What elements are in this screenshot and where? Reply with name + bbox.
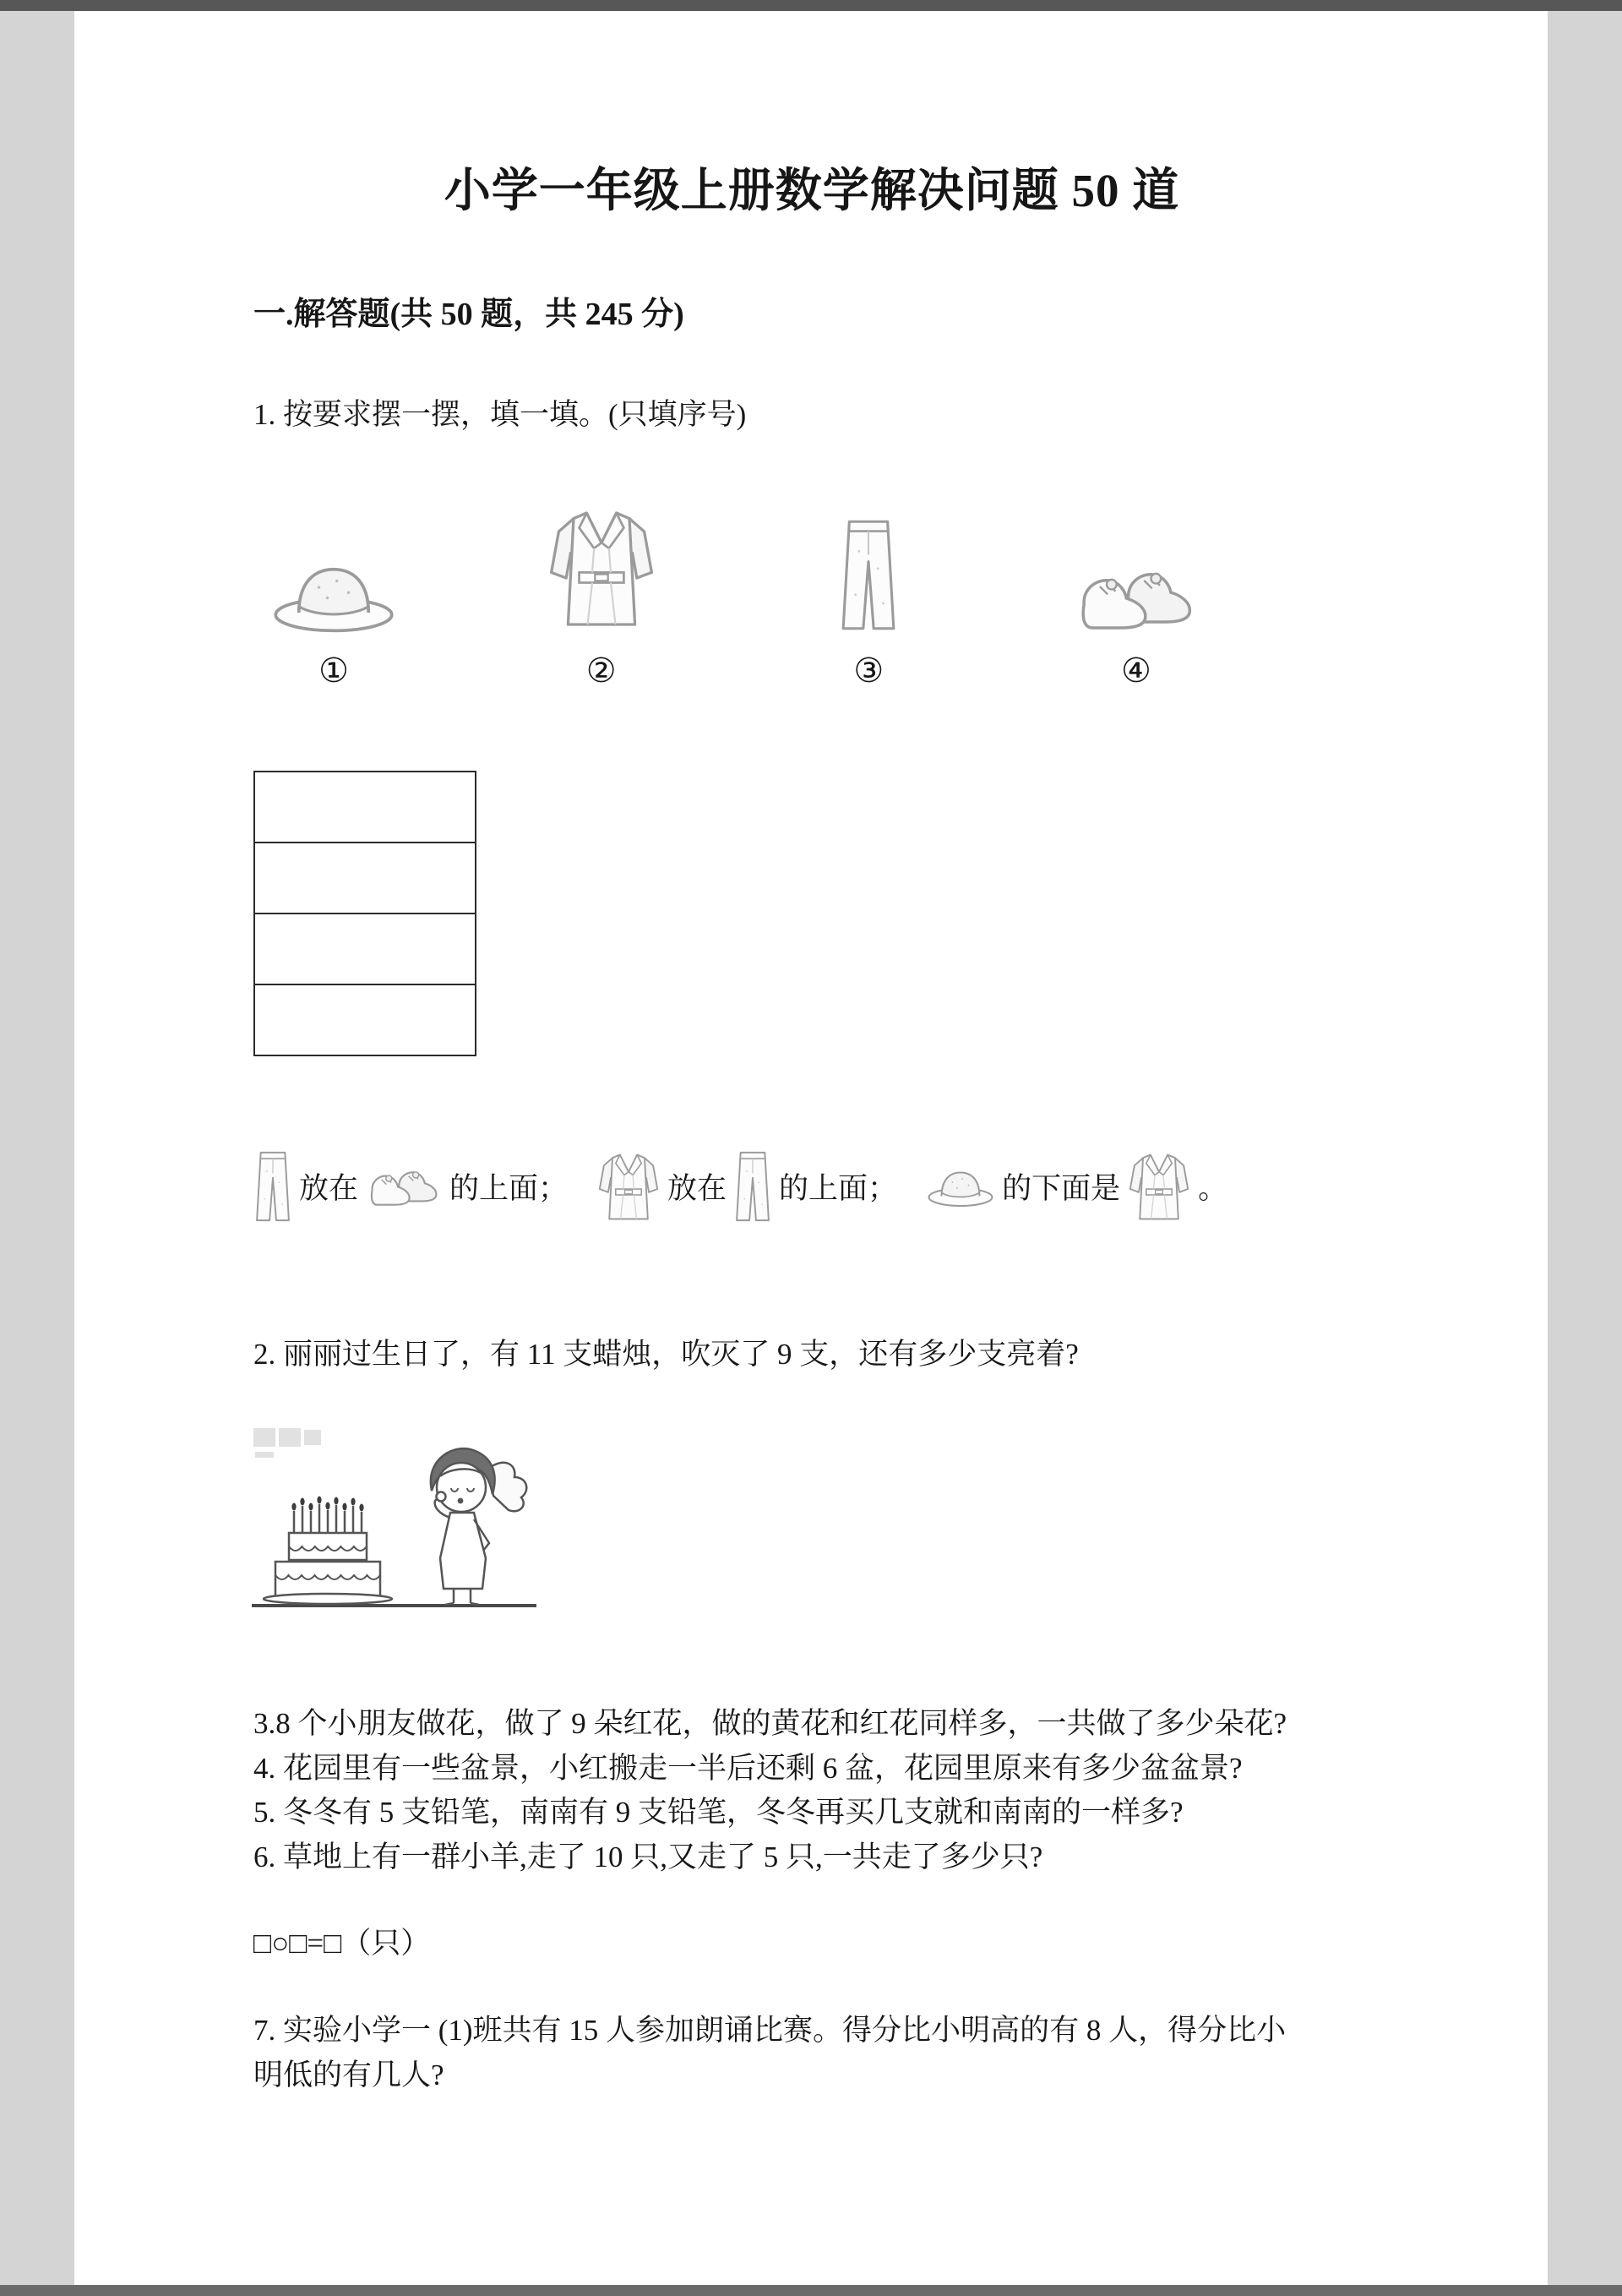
question-7-text: 7. 实验小学一 (1)班共有 15 人参加朗诵比赛。得分比小明高的有 8 人，得分比小明低的有几人? [253,2014,1287,2091]
hat-icon [926,1166,995,1208]
answer-cell [254,984,476,1055]
answer-cell [254,772,476,843]
shoes-icon [1072,563,1200,634]
pants-icon [733,1149,772,1224]
table-row [254,913,476,984]
pants-icon [838,516,899,634]
table-row [254,984,476,1055]
fill-text: 放在 [299,1172,359,1205]
scan-edge-bottom [0,2285,1622,2296]
answer-table [253,771,476,1056]
item-number-label: ④ [1121,651,1151,690]
coat-icon [596,1149,661,1224]
question-2-text: 2. 丽丽过生日了，有 11 支蜡烛，吹灭了 9 支，还有多少支亮着? [253,1337,1079,1371]
answer-cell [254,843,476,913]
pants-icon-slot [838,499,899,634]
question-2-illustration [248,1423,540,1630]
shoes-icon-slot [1072,499,1200,634]
worksheet-title: 小学一年级上册数学解决问题 50 道 [444,165,1180,216]
watermark-artifact [253,1428,321,1458]
pants-icon [253,1149,292,1224]
answer-cell [254,913,476,984]
dress [440,1513,486,1589]
question-3-text: 3.8 个小朋友做花，做了 9 朵红花，做的黄花和红花同样多，一共做了多少朵花? [253,1707,1287,1740]
scan-edge-top [0,0,1622,11]
shoes-icon [365,1165,443,1208]
worksheet-content [74,11,1548,2097]
question-6-text: 6. 草地上有一群小羊,走了 10 只,又走了 5 只,一共走了多少只? [253,1840,1043,1873]
birthday-cake [264,1497,392,1605]
hat-icon [270,558,397,634]
questions-3-to-6 [253,1702,1370,1879]
question-4-text: 4. 花园里有一些盆景，小红搬走一半后还剩 6 盆，花园里原来有多少盆盆景? [253,1751,1243,1785]
item-number-label: ③ [853,651,884,690]
question-6-equation: □○□=□（只） [253,1927,431,1960]
fill-text: 的上面； [449,1172,569,1205]
coat-icon-slot [546,499,657,634]
section-heading: 一.解答题(共 50 题，共 245 分) [253,297,684,332]
question-5-text: 5. 冬冬有 5 支铅笔，南南有 9 支铅笔，冬冬再买几支就和南南的一样多? [253,1796,1184,1829]
item-coat [521,499,682,690]
question-1-item-row [253,499,1216,690]
item-number-label: ② [585,651,617,690]
question-1-text: 1. 按要求摆一摆，填一填。(只填序号) [253,398,747,431]
fill-text: 的上面； [779,1172,898,1205]
girl-figure [431,1448,526,1605]
fill-text: 的下面是 [1002,1172,1121,1205]
table-row [254,843,476,913]
table-row [254,772,476,843]
item-hat [253,499,414,690]
legs [454,1589,471,1603]
fill-text: 。 [1198,1172,1228,1205]
hand [437,1492,446,1502]
item-shoes [1056,499,1216,690]
fill-text: 放在 [667,1172,727,1205]
hat-icon-slot [270,499,397,634]
question-1-fill-sentence [253,1149,1370,1224]
coat-icon [546,504,657,634]
item-number-label: ① [318,651,349,690]
item-pants [788,499,949,690]
worksheet-paper [74,11,1548,2285]
coat-icon [1127,1149,1191,1224]
mouth [458,1498,464,1504]
candles [291,1497,363,1534]
